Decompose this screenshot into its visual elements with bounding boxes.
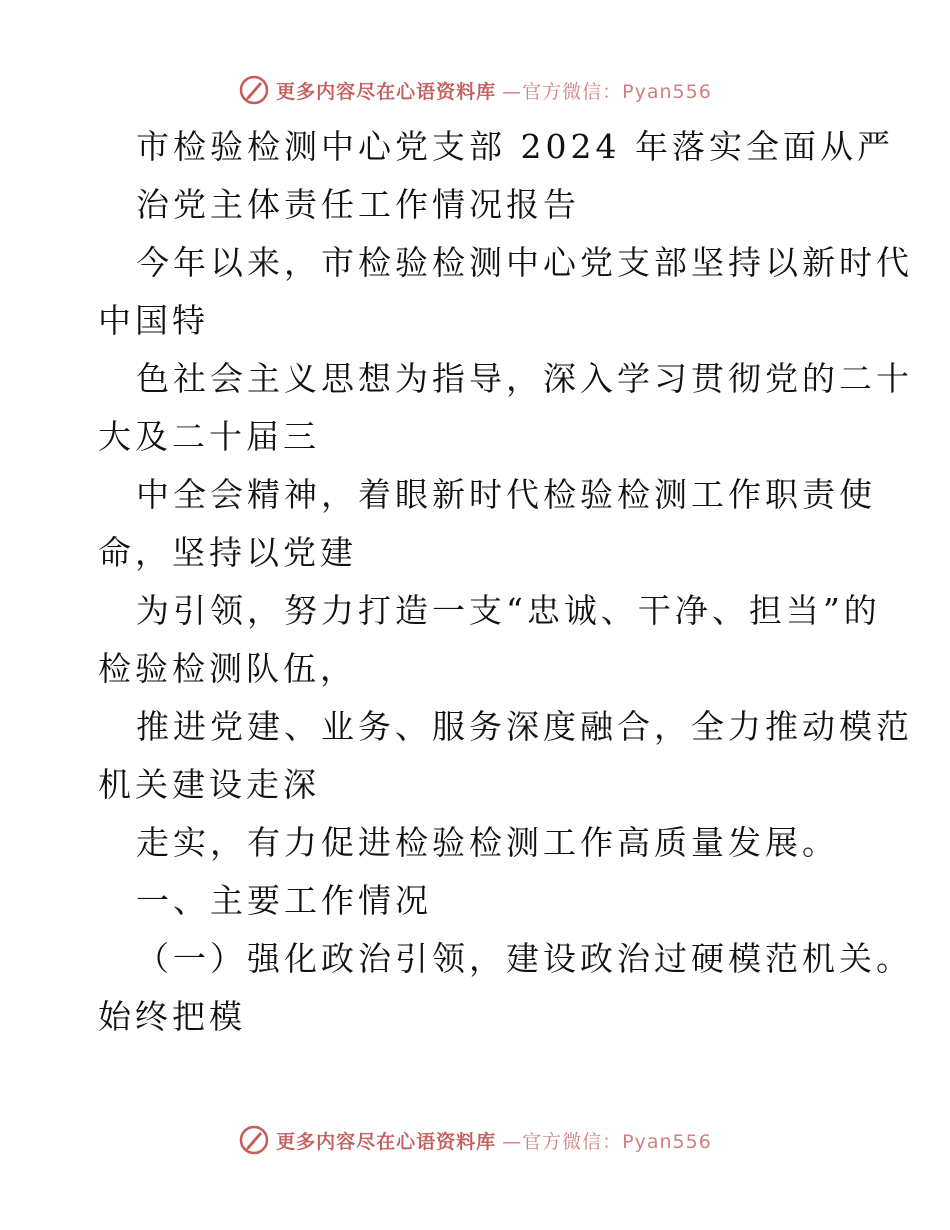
doc-line: 推进党建、业务、服务深度融合，全力推动模范: [136, 707, 913, 746]
doc-line: 中全会精神，着眼新时代检验检测工作职责使: [136, 475, 876, 514]
subsection-heading: （一）强化政治引领，建设政治过硬模范机关。: [136, 939, 913, 978]
header-watermark: [0, 70, 950, 110]
watermark-main-text: 更多内容尽在心语资料库: [276, 1130, 497, 1153]
document-body: [98, 118, 913, 1046]
doc-line: 市检验检测中心党支部 2024 年落实全面从严: [136, 127, 894, 166]
quill-logo-icon: [238, 74, 270, 106]
section-heading: 一、主要工作情况: [136, 881, 432, 920]
quill-logo-icon: [238, 1124, 270, 1156]
watermark-main-text: 更多内容尽在心语资料库: [276, 80, 497, 103]
watermark-sub-text: —官方微信：Pyan556: [502, 1130, 712, 1153]
doc-line: 命，坚持以党建: [98, 533, 357, 572]
doc-line: 大及二十届三: [98, 417, 320, 456]
watermark-sub-text: —官方微信：Pyan556: [502, 80, 712, 103]
doc-line: 走实，有力促进检验检测工作高质量发展。: [136, 823, 839, 862]
doc-line: 色社会主义思想为指导，深入学习贯彻党的二十: [136, 359, 913, 398]
footer-watermark: [0, 1120, 950, 1160]
watermark-group: [238, 1124, 712, 1156]
doc-line: 治党主体责任工作情况报告: [136, 185, 580, 224]
watermark-group: [238, 74, 712, 106]
doc-line: 为引领，努力打造一支“忠诚、干净、担当”的: [136, 591, 881, 630]
doc-line: 始终把模: [98, 997, 246, 1036]
doc-line: 中国特: [98, 301, 209, 340]
doc-line: 今年以来，市检验检测中心党支部坚持以新时代: [136, 243, 913, 282]
doc-line: 检验检测队伍，: [98, 649, 357, 688]
doc-line: 机关建设走深: [98, 765, 320, 804]
